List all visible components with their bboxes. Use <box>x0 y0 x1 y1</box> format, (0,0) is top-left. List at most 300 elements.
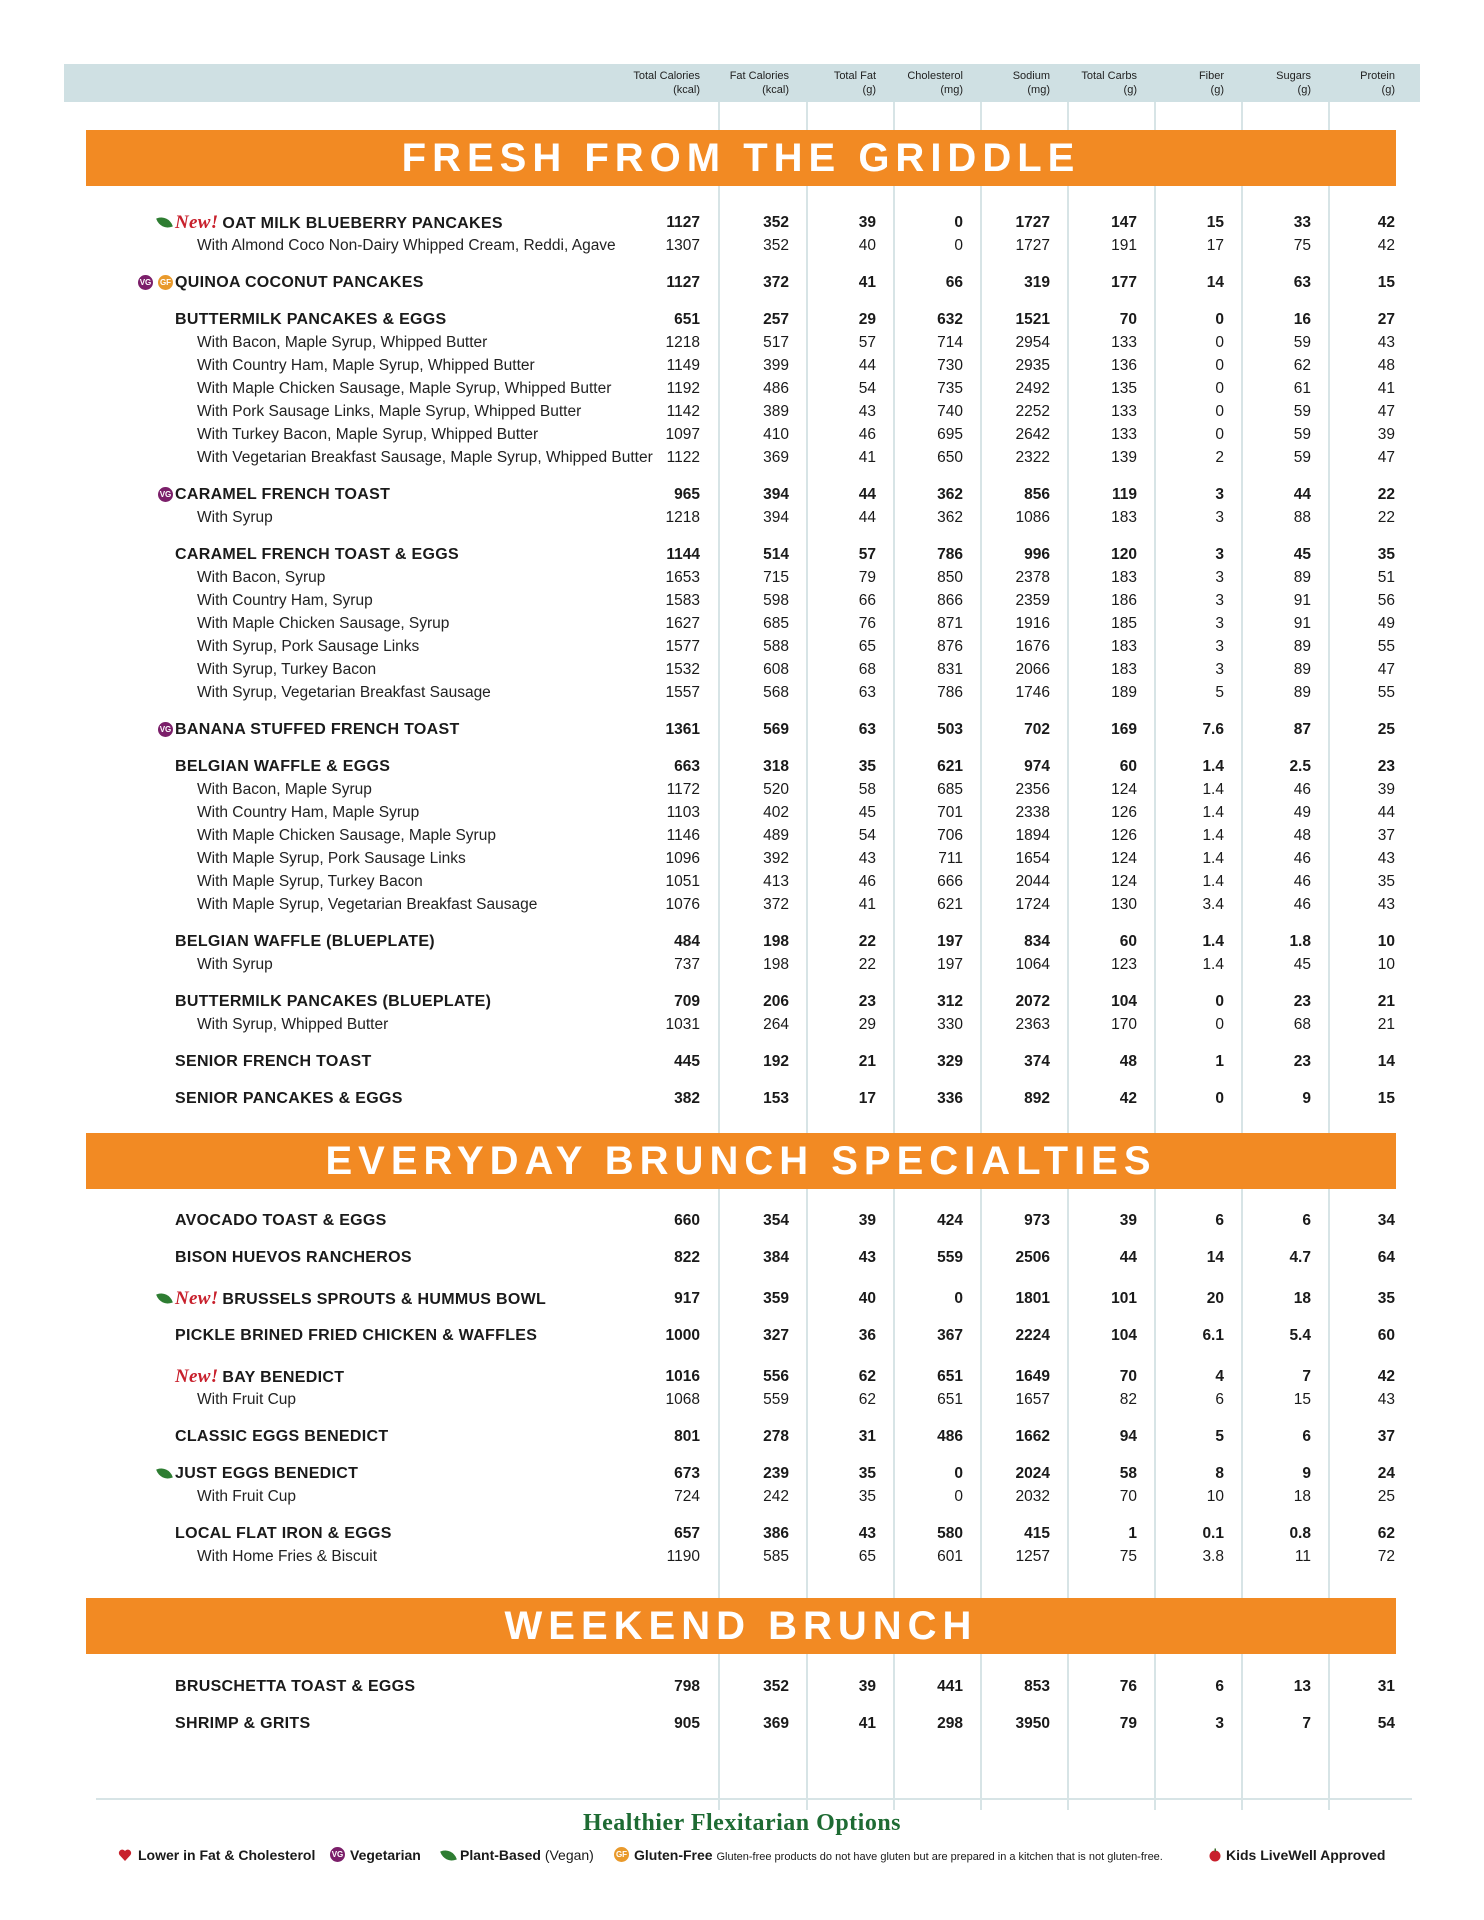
nutrition-value: 59 <box>1293 426 1311 443</box>
nutrition-value: 1727 <box>1015 237 1050 254</box>
nutrition-value: 18 <box>1293 1488 1311 1505</box>
item-name: SENIOR FRENCH TOAST <box>175 1053 372 1070</box>
nutrition-value: 1532 <box>665 661 700 678</box>
nutrition-value: 2338 <box>1015 804 1050 821</box>
nutrition-value: 517 <box>763 334 789 351</box>
nutrition-value: 35 <box>1377 873 1395 890</box>
nutrition-value: 0.1 <box>1202 1525 1224 1542</box>
nutrition-value: 66 <box>858 592 876 609</box>
nutrition-value: 54 <box>858 827 876 844</box>
nutrition-value: 59 <box>1293 403 1311 420</box>
nutrition-value: 42 <box>1377 1368 1395 1385</box>
nutrition-value: 1.8 <box>1289 933 1311 950</box>
nutrition-value: 724 <box>674 1488 700 1505</box>
nutrition-value: 126 <box>1111 827 1137 844</box>
nutrition-value: 23 <box>1293 993 1311 1010</box>
nutrition-value: 10 <box>1377 956 1395 973</box>
nutrition-value: 76 <box>1119 1678 1137 1695</box>
nutrition-value: 2252 <box>1015 403 1050 420</box>
nutrition-value: 2.5 <box>1289 758 1311 775</box>
nutrition-value: 1649 <box>1015 1368 1050 1385</box>
legend-gluten-free: Gluten-Free Gluten-free products do not have gluten but are prepared in a kitchen that is not gluten-free. <box>634 1847 1163 1863</box>
item-name: With Syrup, Turkey Bacon <box>197 661 377 678</box>
nutrition-value: 42 <box>1377 214 1395 231</box>
nutrition-value: 25 <box>1377 721 1395 738</box>
nutrition-value: 3 <box>1215 661 1224 678</box>
item-name: With Syrup <box>197 509 273 526</box>
nutrition-value: 608 <box>763 661 789 678</box>
menu-variant-row <box>0 235 1484 257</box>
nutrition-value: 1916 <box>1015 615 1050 632</box>
nutrition-value: 312 <box>937 993 963 1010</box>
nutrition-value: 45 <box>858 804 876 821</box>
plant-based-icon <box>440 1847 457 1864</box>
menu-variant-row <box>0 954 1484 976</box>
nutrition-value: 56 <box>1377 592 1395 609</box>
nutrition-value: 1.4 <box>1202 850 1224 867</box>
nutrition-value: 6 <box>1215 1678 1224 1695</box>
nutrition-value: 68 <box>858 661 876 678</box>
nutrition-value: 1000 <box>665 1327 700 1344</box>
heart-icon <box>118 1848 132 1862</box>
nutrition-value: 2506 <box>1015 1249 1050 1266</box>
nutrition-value: 89 <box>1293 684 1311 701</box>
nutrition-value: 169 <box>1111 721 1137 738</box>
nutrition-value: 21 <box>1377 1016 1395 1033</box>
nutrition-value: 8 <box>1215 1465 1224 1482</box>
nutrition-value: 1144 <box>666 546 700 563</box>
nutrition-value: 695 <box>937 426 963 443</box>
nutrition-value: 0 <box>1215 334 1224 351</box>
nutrition-value: 568 <box>763 684 789 701</box>
nutrition-value: 58 <box>858 781 876 798</box>
nutrition-value: 65 <box>858 1548 876 1565</box>
nutrition-value: 702 <box>1024 721 1050 738</box>
nutrition-value: 41 <box>858 449 876 466</box>
nutrition-value: 27 <box>1377 311 1395 328</box>
nutrition-value: 1361 <box>665 721 700 738</box>
column-header: Total Carbs (g) <box>1081 70 1137 96</box>
nutrition-value: 183 <box>1111 661 1137 678</box>
nutrition-value: 369 <box>763 1715 789 1732</box>
nutrition-value: 0 <box>954 1290 963 1307</box>
nutrition-value: 372 <box>763 896 789 913</box>
nutrition-value: 514 <box>763 546 789 563</box>
nutrition-value: 43 <box>858 850 876 867</box>
nutrition-value: 327 <box>763 1327 789 1344</box>
nutrition-value: 9 <box>1302 1465 1311 1482</box>
nutrition-value: 43 <box>858 403 876 420</box>
nutrition-value: 133 <box>1111 403 1137 420</box>
nutrition-value: 0 <box>954 1488 963 1505</box>
nutrition-value: 72 <box>1377 1548 1395 1565</box>
nutrition-value: 1146 <box>666 827 700 844</box>
nutrition-value: 10 <box>1206 1488 1224 1505</box>
menu-variant-row <box>0 871 1484 893</box>
item-name: With Turkey Bacon, Maple Syrup, Whipped Butter <box>197 426 539 443</box>
nutrition-value: 2072 <box>1015 993 1050 1010</box>
nutrition-value: 1172 <box>666 781 700 798</box>
nutrition-value: 130 <box>1111 896 1137 913</box>
nutrition-value: 685 <box>937 781 963 798</box>
nutrition-value: 384 <box>763 1249 789 1266</box>
nutrition-value: 1.4 <box>1202 873 1224 890</box>
menu-variant-row <box>0 636 1484 658</box>
nutrition-value: 257 <box>763 311 789 328</box>
nutrition-value: 1192 <box>666 380 700 397</box>
nutrition-value: 3 <box>1215 546 1224 563</box>
nutrition-value: 424 <box>937 1212 963 1229</box>
nutrition-value: 1894 <box>1015 827 1050 844</box>
nutrition-value: 185 <box>1111 615 1137 632</box>
nutrition-value: 2066 <box>1015 661 1050 678</box>
nutrition-value: 31 <box>858 1428 876 1445</box>
nutrition-value: 66 <box>945 274 963 291</box>
nutrition-value: 33 <box>1293 214 1311 231</box>
item-name: BUTTERMILK PANCAKES (BLUEPLATE) <box>175 993 492 1010</box>
nutrition-value: 822 <box>674 1249 700 1266</box>
column-header: Fiber (g) <box>1198 70 1224 96</box>
nutrition-value: 75 <box>1293 237 1311 254</box>
nutrition-value: 5.4 <box>1289 1327 1311 1344</box>
menu-variant-row <box>0 424 1484 446</box>
nutrition-value: 786 <box>937 546 963 563</box>
nutrition-value: 46 <box>1293 781 1311 798</box>
legend-vegetarian: Vegetarian <box>350 1847 421 1863</box>
nutrition-value: 663 <box>674 758 700 775</box>
nutrition-value: 15 <box>1206 214 1224 231</box>
nutrition-value: 44 <box>858 357 876 374</box>
nutrition-value: 22 <box>1377 486 1395 503</box>
nutrition-value: 48 <box>1377 357 1395 374</box>
nutrition-value: 197 <box>937 956 963 973</box>
nutrition-value: 197 <box>937 933 963 950</box>
item-name: With Country Ham, Maple Syrup, Whipped Butter <box>197 357 535 374</box>
nutrition-value: 1097 <box>665 426 700 443</box>
item-name: With Maple Chicken Sausage, Maple Syrup, Whipped Butter <box>197 380 612 397</box>
column-header: Sodium (mg) <box>1012 70 1050 96</box>
nutrition-value: 75 <box>1119 1548 1137 1565</box>
item-name: With Vegetarian Breakfast Sausage, Maple Syrup, Whipped Butter <box>197 449 653 466</box>
nutrition-value: 206 <box>763 993 789 1010</box>
menu-variant-row <box>0 1486 1484 1508</box>
nutrition-value: 39 <box>1377 781 1395 798</box>
item-name: BRUSCHETTA TOAST & EGGS <box>175 1678 416 1695</box>
menu-variant-row <box>0 613 1484 635</box>
nutrition-value: 1122 <box>666 449 700 466</box>
nutrition-value: 651 <box>937 1368 963 1385</box>
nutrition-value: 11 <box>1294 1548 1311 1565</box>
nutrition-value: 318 <box>763 758 789 775</box>
nutrition-value: 706 <box>937 827 963 844</box>
nutrition-value: 1.4 <box>1202 956 1224 973</box>
nutrition-value: 2954 <box>1015 334 1050 351</box>
nutrition-value: 89 <box>1293 638 1311 655</box>
item-name: With Bacon, Syrup <box>197 569 326 586</box>
nutrition-value: 2322 <box>1015 449 1050 466</box>
nutrition-value: 40 <box>858 1290 876 1307</box>
menu-item-row <box>0 1210 1484 1232</box>
nutrition-value: 3950 <box>1015 1715 1050 1732</box>
nutrition-value: 43 <box>858 1249 876 1266</box>
nutrition-value: 104 <box>1111 1327 1137 1344</box>
nutrition-value: 63 <box>858 721 876 738</box>
nutrition-value: 389 <box>763 403 789 420</box>
nutrition-value: 1.4 <box>1202 827 1224 844</box>
nutrition-value: 580 <box>937 1525 963 1542</box>
item-name: SENIOR PANCAKES & EGGS <box>175 1090 403 1107</box>
nutrition-value: 735 <box>937 380 963 397</box>
item-name: With Pork Sausage Links, Maple Syrup, Whipped Butter <box>197 403 582 420</box>
nutrition-value: 866 <box>937 592 963 609</box>
menu-item-row <box>0 1325 1484 1347</box>
menu-item-row <box>0 1051 1484 1073</box>
item-name: With Syrup <box>197 956 273 973</box>
nutrition-value: 15 <box>1377 1090 1395 1107</box>
nutrition-value: 101 <box>1111 1290 1137 1307</box>
nutrition-value: 89 <box>1293 661 1311 678</box>
nutrition-value: 489 <box>763 827 789 844</box>
item-name: With Syrup, Whipped Butter <box>197 1016 389 1033</box>
nutrition-value: 2224 <box>1015 1327 1050 1344</box>
nutrition-value: 82 <box>1119 1391 1137 1408</box>
nutrition-value: 136 <box>1111 357 1137 374</box>
nutrition-value: 1.4 <box>1202 804 1224 821</box>
nutrition-value: 3 <box>1215 592 1224 609</box>
nutrition-value: 3 <box>1215 615 1224 632</box>
nutrition-value: 1096 <box>665 850 700 867</box>
nutrition-value: 139 <box>1111 449 1137 466</box>
nutrition-value: 1662 <box>1015 1428 1050 1445</box>
nutrition-value: 22 <box>1377 509 1395 526</box>
nutrition-value: 352 <box>763 214 789 231</box>
apple-icon <box>1208 1848 1222 1862</box>
nutrition-value: 133 <box>1111 426 1137 443</box>
new-badge: New! <box>175 212 219 233</box>
nutrition-value: 124 <box>1111 781 1137 798</box>
nutrition-value: 2032 <box>1015 1488 1050 1505</box>
legend-plant-based: Plant-Based (Vegan) <box>460 1847 594 1863</box>
nutrition-value: 46 <box>1293 850 1311 867</box>
nutrition-value: 329 <box>937 1053 963 1070</box>
nutrition-value: 37 <box>1377 1428 1395 1445</box>
nutrition-value: 3 <box>1215 509 1224 526</box>
vegetarian-icon: VG <box>158 722 173 737</box>
nutrition-value: 1657 <box>1015 1391 1050 1408</box>
nutrition-value: 21 <box>858 1053 876 1070</box>
nutrition-value: 1.4 <box>1202 933 1224 950</box>
nutrition-value: 1521 <box>1015 311 1050 328</box>
nutrition-value: 15 <box>1293 1391 1311 1408</box>
nutrition-value: 46 <box>1293 896 1311 913</box>
nutrition-value: 2044 <box>1015 873 1050 890</box>
nutrition-value: 621 <box>937 896 963 913</box>
nutrition-value: 1.4 <box>1202 758 1224 775</box>
nutrition-value: 70 <box>1119 1488 1137 1505</box>
nutrition-value: 445 <box>674 1053 700 1070</box>
item-name: PICKLE BRINED FRIED CHICKEN & WAFFLES <box>175 1327 538 1344</box>
nutrition-value: 0.8 <box>1289 1525 1311 1542</box>
nutrition-value: 7.6 <box>1202 721 1224 738</box>
nutrition-value: 876 <box>937 638 963 655</box>
column-header: Total Calories (kcal) <box>633 70 700 96</box>
nutrition-value: 242 <box>763 1488 789 1505</box>
nutrition-value: 362 <box>937 486 963 503</box>
nutrition-value: 198 <box>763 956 789 973</box>
item-name: CARAMEL FRENCH TOAST <box>175 486 391 503</box>
nutrition-value: 34 <box>1377 1212 1395 1229</box>
nutrition-value: 965 <box>674 486 700 503</box>
nutrition-value: 1218 <box>665 509 700 526</box>
nutrition-value: 0 <box>954 1465 963 1482</box>
nutrition-value: 1257 <box>1015 1548 1050 1565</box>
nutrition-value: 43 <box>1377 334 1395 351</box>
menu-item-row <box>0 719 1484 741</box>
item-name: BANANA STUFFED FRENCH TOAST <box>175 721 460 738</box>
column-header: Protein (g) <box>1360 70 1395 96</box>
nutrition-value: 850 <box>937 569 963 586</box>
nutrition-value: 79 <box>858 569 876 586</box>
nutrition-value: 917 <box>674 1290 700 1307</box>
nutrition-value: 1307 <box>665 237 700 254</box>
section-title: FRESH FROM THE GRIDDLE <box>86 130 1396 186</box>
nutrition-value: 43 <box>858 1525 876 1542</box>
vegetarian-icon: VG <box>158 487 173 502</box>
nutrition-value: 9 <box>1302 1090 1311 1107</box>
nutrition-value: 59 <box>1293 449 1311 466</box>
nutrition-value: 15 <box>1377 274 1395 291</box>
nutrition-value: 35 <box>858 758 876 775</box>
nutrition-value: 1051 <box>665 873 700 890</box>
nutrition-value: 415 <box>1024 1525 1050 1542</box>
nutrition-value: 39 <box>858 214 876 231</box>
menu-item-row <box>0 544 1484 566</box>
nutrition-value: 559 <box>763 1391 789 1408</box>
nutrition-value: 63 <box>1293 274 1311 291</box>
nutrition-value: 21 <box>1377 993 1395 1010</box>
nutrition-value: 16 <box>1293 311 1311 328</box>
nutrition-value: 660 <box>674 1212 700 1229</box>
nutrition-value: 39 <box>858 1212 876 1229</box>
nutrition-value: 486 <box>937 1428 963 1445</box>
item-name: BELGIAN WAFFLE (BLUEPLATE) <box>175 933 435 950</box>
menu-item-row <box>0 991 1484 1013</box>
nutrition-value: 7 <box>1302 1715 1311 1732</box>
nutrition-value: 126 <box>1111 804 1137 821</box>
nutrition-value: 0 <box>954 237 963 254</box>
nutrition-value: 124 <box>1111 873 1137 890</box>
nutrition-value: 486 <box>763 380 789 397</box>
nutrition-value: 1654 <box>1015 850 1050 867</box>
nutrition-value: 354 <box>763 1212 789 1229</box>
nutrition-value: 2642 <box>1015 426 1050 443</box>
nutrition-value: 63 <box>858 684 876 701</box>
nutrition-value: 2356 <box>1015 781 1050 798</box>
menu-item-row <box>0 272 1484 294</box>
nutrition-value: 133 <box>1111 334 1137 351</box>
nutrition-value: 2363 <box>1015 1016 1050 1033</box>
nutrition-value: 666 <box>937 873 963 890</box>
nutrition-value: 394 <box>763 509 789 526</box>
nutrition-value: 42 <box>1119 1090 1137 1107</box>
menu-item-row <box>0 1088 1484 1110</box>
nutrition-value: 39 <box>1377 426 1395 443</box>
nutrition-value: 124 <box>1111 850 1137 867</box>
nutrition-value: 367 <box>937 1327 963 1344</box>
nutrition-value: 55 <box>1377 684 1395 701</box>
item-name: New! BRUSSELS SPROUTS & HUMMUS BOWL <box>175 1288 547 1309</box>
nutrition-value: 264 <box>763 1016 789 1033</box>
nutrition-value: 23 <box>858 993 876 1010</box>
menu-variant-row <box>0 1014 1484 1036</box>
menu-variant-row <box>0 590 1484 612</box>
nutrition-value: 369 <box>763 449 789 466</box>
nutrition-value: 29 <box>858 311 876 328</box>
nutrition-value: 1.4 <box>1202 781 1224 798</box>
nutrition-value: 298 <box>937 1715 963 1732</box>
nutrition-value: 1746 <box>1015 684 1050 701</box>
nutrition-value: 740 <box>937 403 963 420</box>
nutrition-value: 40 <box>858 237 876 254</box>
nutrition-value: 0 <box>954 214 963 231</box>
nutrition-value: 3 <box>1215 486 1224 503</box>
item-name: QUINOA COCONUT PANCAKES <box>175 274 424 291</box>
nutrition-value: 503 <box>937 721 963 738</box>
nutrition-value: 330 <box>937 1016 963 1033</box>
nutrition-value: 170 <box>1111 1016 1137 1033</box>
menu-item-row <box>0 1247 1484 1269</box>
nutrition-value: 786 <box>937 684 963 701</box>
nutrition-value: 973 <box>1024 1212 1050 1229</box>
nutrition-value: 673 <box>674 1465 700 1482</box>
nutrition-value: 402 <box>763 804 789 821</box>
nutrition-value: 6 <box>1215 1212 1224 1229</box>
nutrition-value: 47 <box>1377 449 1395 466</box>
nutrition-value: 24 <box>1377 1465 1395 1482</box>
menu-variant-row <box>0 507 1484 529</box>
nutrition-value: 905 <box>674 1715 700 1732</box>
nutrition-value: 70 <box>1119 311 1137 328</box>
nutrition-value: 46 <box>1293 873 1311 890</box>
nutrition-value: 39 <box>1119 1212 1137 1229</box>
menu-variant-row <box>0 332 1484 354</box>
nutrition-value: 798 <box>674 1678 700 1695</box>
nutrition-value: 974 <box>1024 758 1050 775</box>
item-name: With Almond Coco Non-Dairy Whipped Cream, Reddi, Agave <box>197 237 616 254</box>
nutrition-value: 319 <box>1024 274 1050 291</box>
nutrition-value: 198 <box>763 933 789 950</box>
nutrition-value: 68 <box>1293 1016 1311 1033</box>
nutrition-value: 0 <box>1215 426 1224 443</box>
menu-item-row <box>0 1463 1484 1485</box>
nutrition-value: 834 <box>1024 933 1050 950</box>
nutrition-value: 25 <box>1377 1488 1395 1505</box>
menu-item-row <box>0 1676 1484 1698</box>
nutrition-value: 60 <box>1119 758 1137 775</box>
nutrition-value: 76 <box>858 615 876 632</box>
nutrition-value: 730 <box>937 357 963 374</box>
item-name: With Syrup, Vegetarian Breakfast Sausage <box>197 684 491 701</box>
nutrition-value: 336 <box>937 1090 963 1107</box>
nutrition-value: 0 <box>1215 1090 1224 1107</box>
item-name: BELGIAN WAFFLE & EGGS <box>175 758 391 775</box>
item-name: LOCAL FLAT IRON & EGGS <box>175 1525 392 1542</box>
nutrition-value: 62 <box>1377 1525 1395 1542</box>
nutrition-value: 45 <box>1293 546 1311 563</box>
nutrition-value: 119 <box>1111 486 1137 503</box>
nutrition-value: 520 <box>763 781 789 798</box>
nutrition-value: 55 <box>1377 638 1395 655</box>
